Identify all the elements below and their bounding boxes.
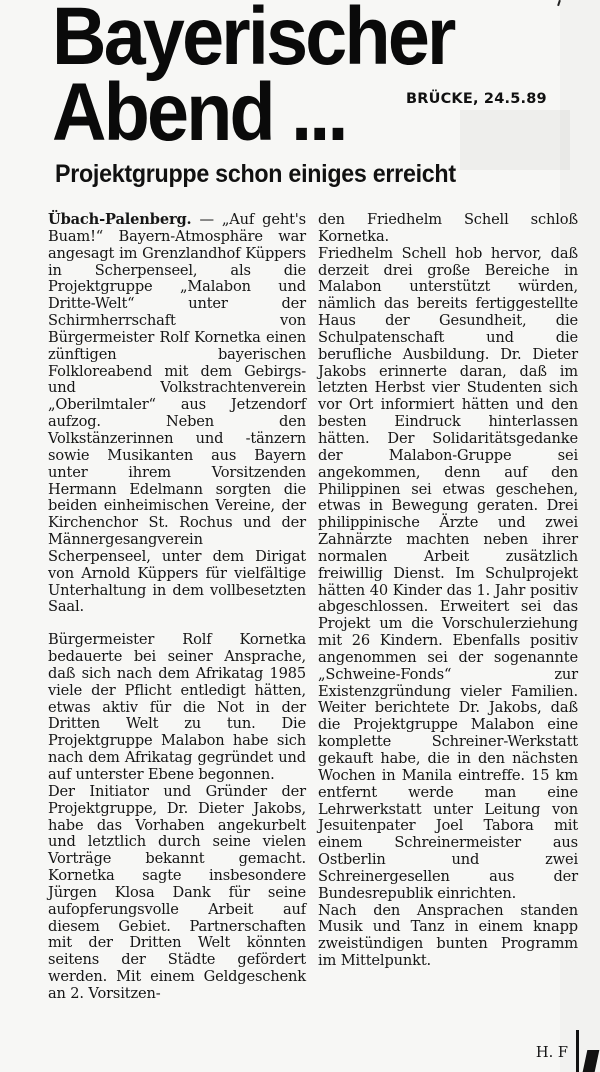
background-ghost-print <box>460 110 570 170</box>
paragraph: Nach den Ansprachen standen Musik und Tanz in einem knapp zweistündigen bunten Programm im Mittelpunkt. <box>318 901 578 970</box>
column-left <box>48 212 306 1003</box>
subtitle: Projektgruppe schon einiges erreicht <box>55 160 456 188</box>
paragraph: Der Initiator und Gründer der Projektgruppe, Dr. Dieter Jakobs, habe das Vorhaben angekurbelt und letztlich durch seine vielen Vorträge bekannt gemacht. Kornetka sagte insbesondere Jürgen Klosa Dank für seine aufopferungsvolle Arbeit auf diesem Gebiet. Partnerschaften mit der Dritten Welt könnten seitens der Städte gefördert werden. Mit einem Geldgeschenk an 2. Vorsitzen- <box>48 782 306 1002</box>
paragraph: Friedhelm Schell hob hervor, daß derzeit drei große Bereiche in Malabon unterstützt würden, nämlich das bereits fertiggestellte Haus der Gesundheit, die Schulpatenschaft und die berufliche Ausbildung. Dr. Dieter Jakobs erinnerte daran, daß im letzten Herbst vier Studenten sich vor Ort informiert hätten und den besten Eindruck hinterlassen hätten. Der Solidaritätsgedanke der Malabon-Gruppe sei angekommen, denn auf den Philippinen sei etwas geschehen, etwas in Bewegung geraten. Drei philippinische Ärzte und zwei Zahnärzte machten neben ihrer normalen Arbeit zusätzlich freiwillig Dienst. Im Schulprojekt hätten 40 Kinder das 1. Jahr positiv abgeschlossen. Erweitert sei das Projekt um die Vorschulerziehung mit 26 Kindern. Ebenfalls positiv angenommen sei der sogenannte „Schweine-Fonds“ zur Existenzgründung vieler Familien. Weiter berichtete Dr. Jakobs, daß die Projektgruppe Malabon eine komplette Schreiner-Werkstatt gekauft habe, die in den nächsten Wochen in Manila eintreffe. 15 km entfernt werde man eine Lehrwerkstatt unter Leitung von Jesuitenpater Joel Tabora mit einem Schreinermeister aus Ostberlin und zwei Schreinergesellen aus der Bundesrepublik einrichten. <box>318 244 578 902</box>
headline-line-2: Abend ... <box>52 67 346 158</box>
headline-line-1: Bayerischer <box>52 0 454 82</box>
paragraph: Bürgermeister Rolf Kornetka bedauerte bei seiner Ansprache, daß sich nach dem Afrikatag 1985 viele der Pflicht entledigt hätten, etwas aktiv für die Not in der Dritten Welt zu tun. Die Projektgruppe Malabon habe sich nach dem Afrikatag gegründet und auf unterster Ebene begonnen. <box>48 631 306 783</box>
source-label: BRÜCKE, 24.5.89 <box>406 91 547 107</box>
column-right <box>318 212 578 970</box>
paragraph: den Friedhelm Schell schloß Kornetka. <box>318 211 578 245</box>
paragraph-text: — „Auf geht's Buam!“ Bayern-Atmosphäre war angesagt im Grenzlandhof Küppers in Scherpenseel, als die Projektgruppe „Malabon und Dritte-Welt“ unter der Schirmherrschaft von Bürgermeister Rolf Kornetka einen zünftigen bayerischen Folkloreabend mit dem Gebirgs- und Volkstrachtenverein „Oberilmtaler“ aus Jetzendorf aufzog. Neben den Volkstänzerinnen und -tänzern sowie Musikanten aus Bayern unter ihrem Vorsitzenden Hermann Edelmann sorgten die beiden einheimischen Vereine, der Kirchenchor St. Rochus und der Männergesangverein Scherpenseel, unter dem Dirigat von Arnold Küppers für vielfältige Unterhaltung in dem vollbesetzten Saal. <box>48 211 306 616</box>
paragraph <box>48 212 306 616</box>
dateline: Übach-Palenberg. <box>48 211 192 228</box>
author-initials: H. F <box>535 1044 568 1061</box>
column-rule <box>576 1030 579 1072</box>
